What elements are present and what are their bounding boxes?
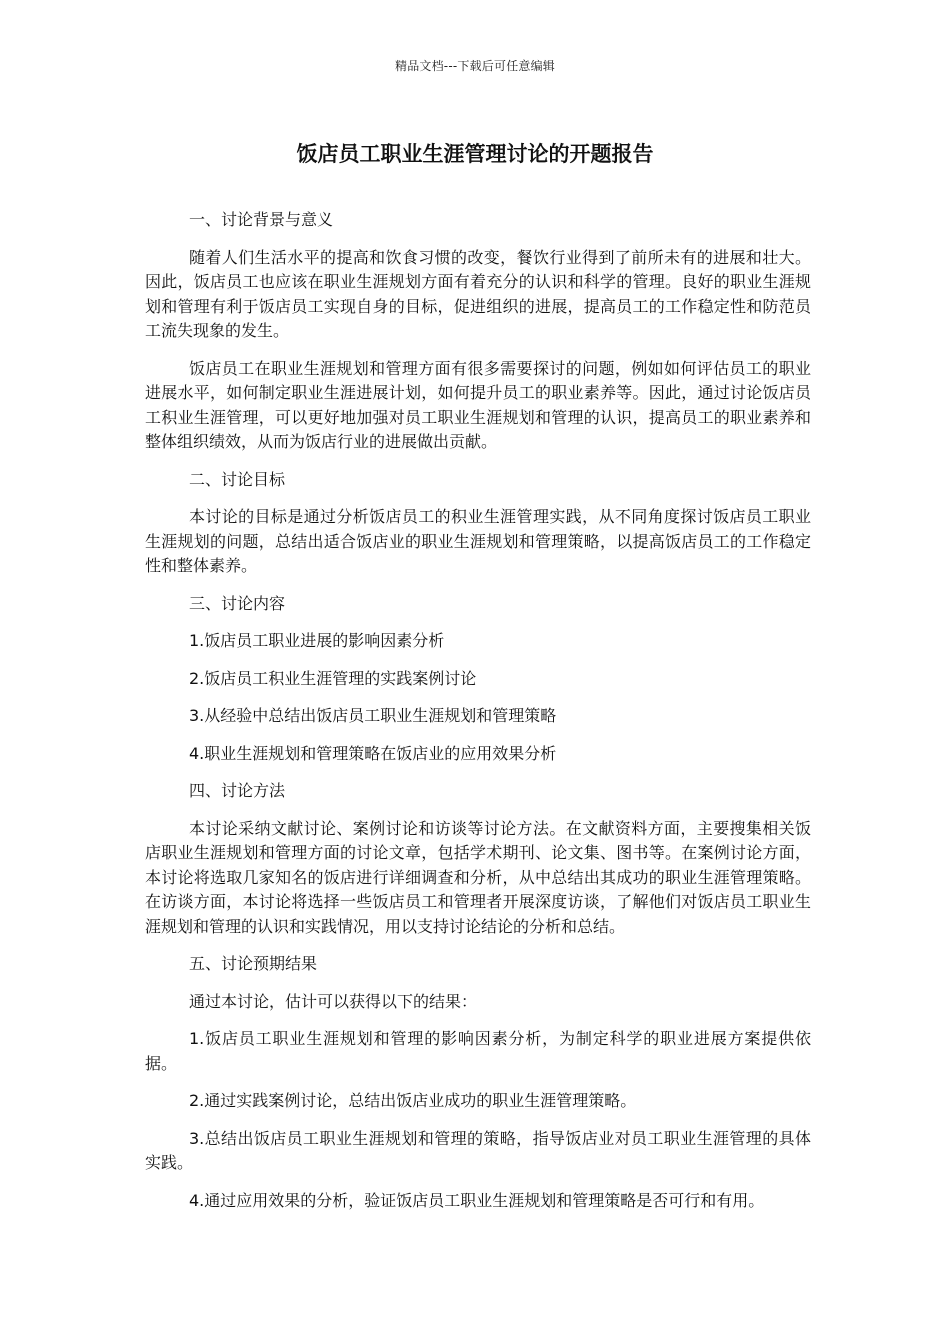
list-item: 3.从经验中总结出饭店员工职业生涯规划和管理策略 [189, 706, 557, 725]
paragraph: 本讨论的目标是通过分析饭店员工的积业生涯管理实践，从不同角度探讨饭店员工职业生涯规划的问题，总结出适合饭店业的职业生涯规划和管理策略，以提高饭店员工的工作稳定性和整体素养。 [145, 507, 811, 575]
document-title: 饭店员工职业生涯管理讨论的开题报告 [296, 142, 654, 166]
list-item: 2.饭店员工积业生涯管理的实践案例讨论 [189, 668, 477, 688]
list-item: 1.饭店员工职业生涯规划和管理的影响因素分析，为制定科学的职业进展方案提供依据。 [145, 1029, 811, 1073]
section-heading: 四、讨论方法 [189, 781, 286, 800]
section-heading: 一、讨论背景与意义 [189, 210, 334, 229]
page-header: 精品文档---下载后可任意编辑 [395, 59, 555, 73]
list-item: 4.职业生涯规划和管理策略在饭店业的应用效果分析 [189, 743, 557, 763]
section-heading: 五、讨论预期结果 [189, 954, 318, 973]
paragraph: 通过本讨论，估计可以获得以下的结果： [189, 991, 478, 1011]
list-item: 2.通过实践案例讨论，总结出饭店业成功的职业生涯管理策略。 [189, 1091, 637, 1110]
section-heading: 三、讨论内容 [189, 593, 286, 613]
document-body [145, 208, 811, 1226]
section-heading: 二、讨论目标 [189, 469, 286, 489]
list-item: 4.通过应用效果的分析，验证饭店员工职业生涯规划和管理策略是否可行和有用。 [189, 1190, 765, 1210]
list-item: 3.总结出饭店员工职业生涯规划和管理的策略，指导饭店业对员工职业生涯管理的具体实践。 [145, 1128, 811, 1172]
list-item: 1.饭店员工职业进展的影响因素分析 [189, 631, 445, 650]
paragraph: 饭店员工在职业生涯规划和管理方面有很多需要探讨的问题，例如如何评估员工的职业进展水平，如何制定职业生涯进展计划，如何提升员工的职业素养等。因此，通过讨论饭店员工积业生涯管理，可以更好地加强对员工职业生涯规划和管理的认识，提高员工的职业素养和整体组织绩效，从而为饭店行业的进展做出贡献。 [145, 358, 811, 451]
paragraph: 随着人们生活水平的提高和饮食习惯的改变，餐饮行业得到了前所未有的进展和壮大。因此，饭店员工也应该在职业生涯规划方面有着充分的认识和科学的管理。良好的职业生涯规划和管理有利于饭店员工实现自身的目标，促进组织的进展，提高员工的工作稳定性和防范员工流失现象的发生。 [145, 247, 811, 340]
paragraph: 本讨论采纳文献讨论、案例讨论和访谈等讨论方法。在文献资料方面，主要搜集相关饭店职业生涯规划和管理方面的讨论文章，包括学术期刊、论文集、图书等。在案例讨论方面，本讨论将选取几家知名的饭店进行详细调查和分析，从中总结出其成功的职业生涯管理策略。在访谈方面，本讨论将选择一些饭店员工和管理者开展深度访谈，了解他们对饭店员工职业生涯规划和管理的认识和实践情况，用以支持讨论结论的分析和总结。 [145, 818, 811, 936]
